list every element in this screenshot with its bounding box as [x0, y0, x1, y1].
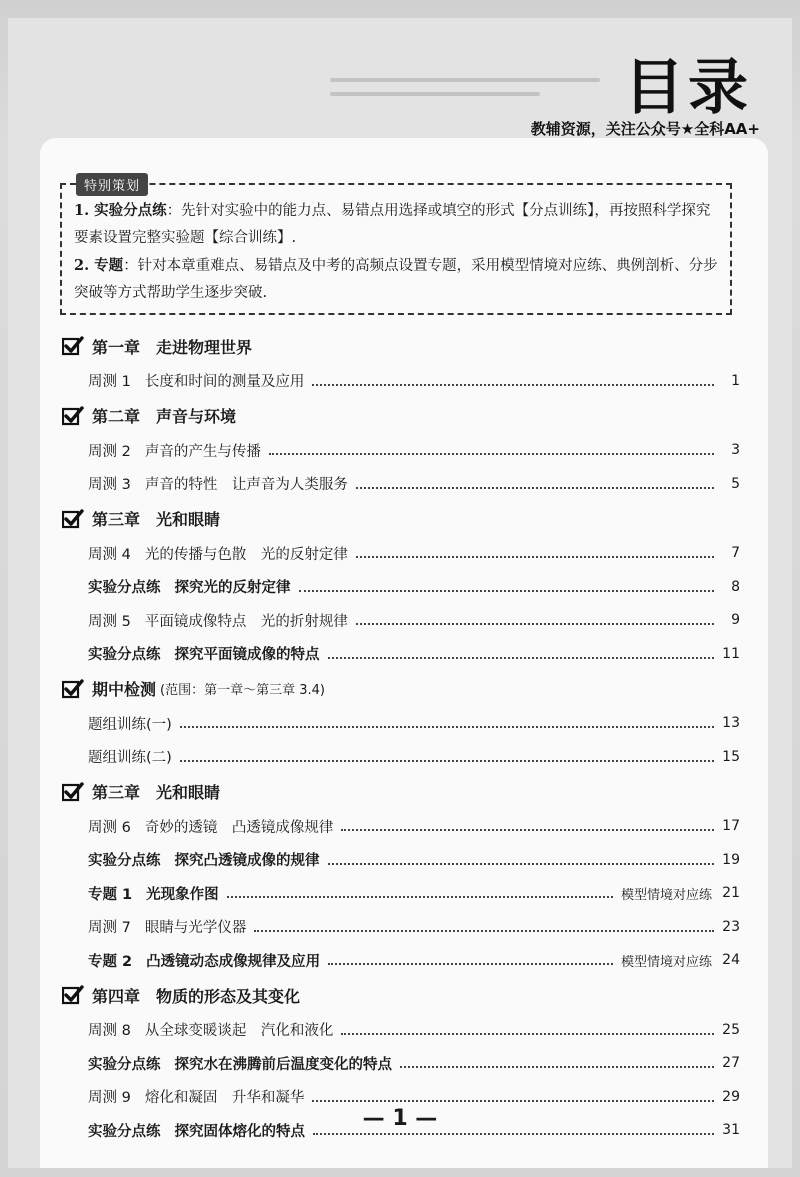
toc-entry-label: [88, 610, 348, 631]
toc-entry-text: 眼睛与光学仪器: [144, 920, 247, 937]
toc-entry[interactable]: [60, 910, 740, 944]
toc-entry-prefix: 周测 4: [88, 546, 131, 563]
toc-entry-prefix: 周测 5: [88, 613, 131, 630]
toc-entry-page: 17: [722, 818, 740, 835]
dot-leader: [312, 384, 714, 386]
toc-entry-prefix: 周测 1: [88, 374, 131, 391]
toc-entry-text: 奇妙的透镜 凸透镜成像规律: [144, 819, 334, 836]
toc-entry-label: [88, 916, 246, 937]
dot-leader: [312, 1100, 714, 1102]
chapter-title: 第一章 走进物理世界: [92, 337, 253, 357]
toc-entry-text: 从全球变暖谈起 汽化和液化: [144, 1023, 334, 1040]
chapter-title: 第四章 物质的形态及其变化: [92, 986, 301, 1006]
chapter-title: 第二章 声音与环境: [92, 407, 237, 426]
toc-entry[interactable]: [60, 434, 740, 468]
checkbox-check-icon: [62, 406, 84, 426]
toc-entry-page: 19: [722, 851, 740, 868]
toc-entry-label: [88, 816, 333, 837]
toc-entry-label: [88, 849, 320, 870]
toc-entry-prefix: 周测 7: [88, 920, 131, 937]
toc-entry-label: [88, 370, 304, 391]
checkbox-check-icon: [62, 679, 84, 699]
toc-entry-page: 21: [722, 885, 740, 902]
plan-item-2: [74, 252, 718, 307]
dot-leader: [254, 930, 714, 932]
dot-leader: [299, 590, 715, 592]
toc-entry-text: 题组训练(一): [88, 716, 172, 733]
chapter-heading: [60, 977, 740, 1013]
toc-entry-page: 23: [722, 918, 740, 935]
toc-entry-page: 31: [722, 1122, 740, 1139]
chapter-note: (范围：第一章～第三章 3.4): [160, 683, 325, 698]
toc-entry-text: 探究固体熔化的特点: [174, 1123, 305, 1140]
dot-leader: [180, 760, 714, 762]
toc-entry-page: 7: [731, 545, 740, 562]
toc-entry-page: 1: [731, 372, 740, 389]
chapter-heading: [60, 501, 740, 537]
toc-entry-page: 27: [722, 1055, 740, 1072]
toc-entry[interactable]: [60, 604, 740, 638]
toc-entry-label: [88, 473, 348, 494]
toc-entry-tag: 模型情境对应练: [620, 954, 712, 970]
dot-leader: [341, 1033, 714, 1035]
toc-entry-text: 探究光的反射定律: [174, 580, 291, 597]
toc-entry-label: [88, 746, 172, 767]
dot-leader: [400, 1066, 714, 1068]
checkbox-check-icon: [62, 782, 84, 802]
toc-entry-label: [88, 1053, 392, 1074]
toc-entry-label: [88, 950, 320, 971]
toc-entry-label: [88, 1086, 304, 1107]
chapter-heading: [60, 671, 740, 707]
toc-entry-prefix: 周测 2: [88, 443, 131, 460]
dot-leader: [356, 556, 714, 558]
toc-entry[interactable]: [60, 637, 740, 671]
toc-entry-page: 3: [731, 442, 740, 459]
chapter-heading: [60, 328, 740, 364]
toc-entry[interactable]: [60, 1047, 740, 1081]
toc-entry-text: 熔化和凝固 升华和凝华: [144, 1090, 305, 1107]
dot-leader: [328, 657, 715, 659]
toc-entry-text: 光现象作图: [146, 886, 219, 903]
toc-entry-page: 5: [731, 475, 740, 492]
toc-entry-text: 光的传播与色散 光的反射定律: [144, 546, 348, 563]
toc-entry[interactable]: [60, 537, 740, 571]
special-plan-badge: 特别策划: [76, 173, 148, 196]
dot-leader: [341, 829, 714, 831]
toc-entry-prefix: 周测 3: [88, 477, 131, 494]
plan-item-2-lead: 2. 专题: [74, 257, 124, 274]
page-subtitle: 教辅资源，关注公众号★全科AA+: [530, 120, 760, 138]
toc-entry-page: 11: [722, 645, 740, 662]
toc-entry-prefix: 专题 1: [88, 886, 133, 903]
toc-entry-label: [88, 576, 291, 597]
dot-leader: [227, 896, 613, 898]
checkbox-check-icon: [62, 509, 84, 529]
chapter-title: 期中检测: [92, 680, 157, 699]
toc-entry[interactable]: [60, 810, 740, 844]
toc-entry-prefix: 实验分点练: [88, 853, 161, 870]
plan-item-1-text: ：先针对实验中的能力点、易错点用选择或填空的形式【分点训练】，再按照科学探究要素设置完整实验题【综合训练】.: [74, 203, 711, 246]
toc-entry-text: 探究水在沸腾前后温度变化的特点: [174, 1056, 392, 1073]
toc-entry-label: [88, 883, 219, 904]
toc-entry-prefix: 周测 9: [88, 1090, 131, 1107]
toc-entry-page: 13: [722, 715, 740, 732]
toc-entry-text: 长度和时间的测量及应用: [144, 374, 305, 391]
toc-entry-text: 题组训练(二): [88, 750, 172, 767]
chapter-heading: [60, 774, 740, 810]
toc-entry-prefix: 专题 2: [88, 953, 133, 970]
toc-entry-text: 探究平面镜成像的特点: [174, 647, 320, 664]
dot-leader: [269, 453, 714, 455]
toc-entry-label: [88, 543, 348, 564]
toc-entry[interactable]: [60, 843, 740, 877]
toc-entry[interactable]: [60, 944, 740, 978]
toc-entry-text: 平面镜成像特点 光的折射规律: [144, 613, 348, 630]
special-plan-box: [60, 179, 732, 315]
toc-entry-label: [88, 713, 172, 734]
plan-item-1: [74, 197, 718, 252]
toc-entry-label: [88, 440, 261, 461]
toc-entry[interactable]: [60, 467, 740, 501]
toc-entry-page: 9: [731, 612, 740, 629]
toc-entry-text: 声音的产生与传播: [144, 443, 261, 460]
toc-entry-prefix: 实验分点练: [88, 1056, 161, 1073]
toc-entry-page: 15: [722, 748, 740, 765]
toc-entry[interactable]: [60, 740, 740, 774]
toc-entry-prefix: 实验分点练: [88, 1123, 161, 1140]
chapter-heading: [60, 398, 740, 434]
toc-entry-page: 8: [731, 578, 740, 595]
dot-leader: [180, 726, 714, 728]
bleed-through-marks: [330, 68, 630, 118]
dot-leader: [328, 863, 715, 865]
toc-entry-text: 凸透镜动态成像规律及应用: [146, 953, 321, 970]
toc-entry[interactable]: [60, 364, 740, 398]
dot-leader: [328, 963, 613, 965]
chapter-title: 第三章 光和眼睛: [92, 510, 221, 529]
toc-entry-prefix: 周测 6: [88, 819, 131, 836]
toc-entry[interactable]: [60, 877, 740, 911]
page-number: — 1 —: [362, 1106, 438, 1131]
table-of-contents: [60, 328, 740, 1147]
toc-entry-text: 探究凸透镜成像的规律: [174, 853, 320, 870]
toc-entry-text: 声音的特性 让声音为人类服务: [144, 477, 348, 494]
toc-entry-label: [88, 1019, 333, 1040]
toc-entry-prefix: 实验分点练: [88, 647, 161, 664]
toc-entry-tag: 模型情境对应练: [620, 887, 712, 903]
dot-leader: [356, 487, 714, 489]
dot-leader: [313, 1133, 714, 1135]
toc-entry-prefix: 周测 8: [88, 1023, 131, 1040]
toc-entry-label: [88, 643, 320, 664]
plan-item-2-text: ：针对本章重难点、易错点及中考的高频点设置专题，采用模型情境对应练、典例剖析、分步突破等方式帮助学生逐步突破.: [74, 258, 718, 301]
chapter-title: 第三章 光和眼睛: [92, 783, 221, 802]
checkbox-check-icon: [62, 985, 84, 1005]
checkbox-check-icon: [62, 336, 84, 356]
plan-item-1-lead: 1. 实验分点练: [74, 202, 167, 219]
toc-entry-prefix: 实验分点练: [88, 580, 161, 597]
toc-entry[interactable]: [60, 707, 740, 741]
toc-entry-page: 24: [722, 952, 740, 969]
page-title: 目录: [624, 53, 752, 123]
toc-entry-page: 29: [722, 1088, 740, 1105]
toc-entry[interactable]: [60, 570, 740, 604]
toc-entry[interactable]: [60, 1013, 740, 1047]
dot-leader: [356, 623, 714, 625]
toc-entry-page: 25: [722, 1021, 740, 1038]
